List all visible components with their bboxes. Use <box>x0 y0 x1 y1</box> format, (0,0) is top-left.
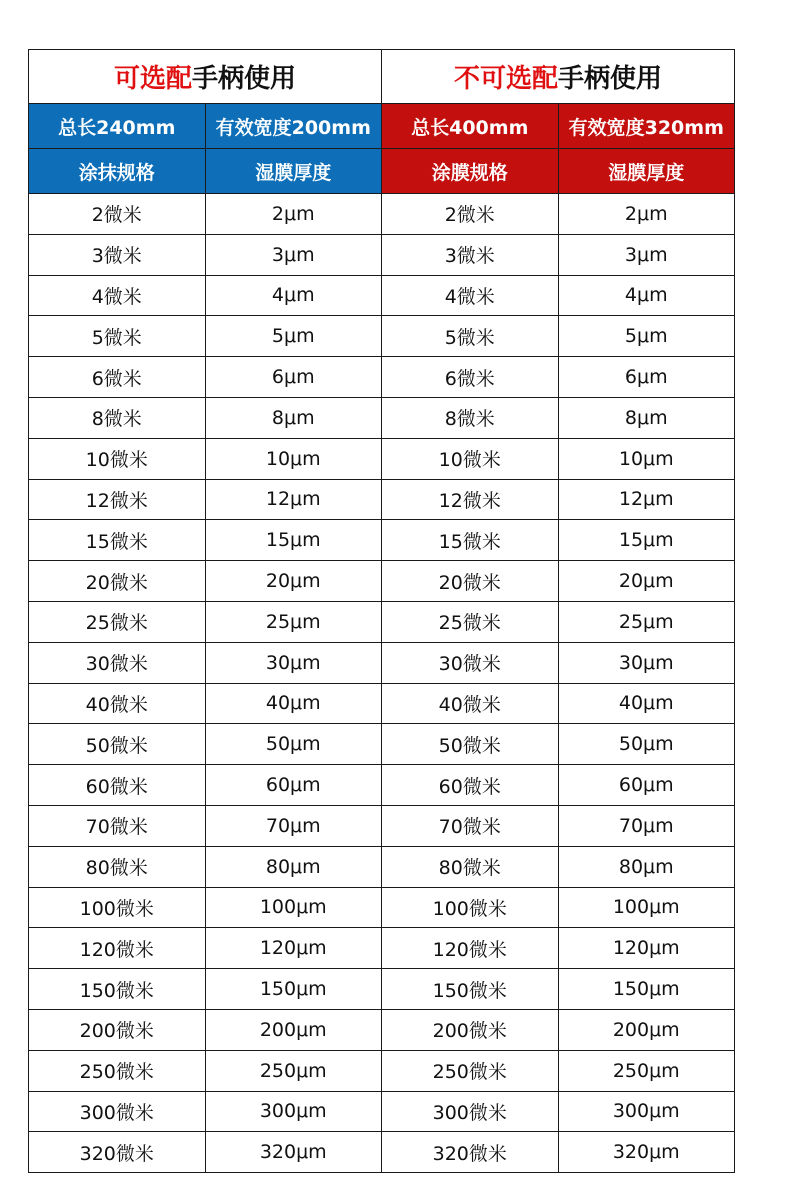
table-row <box>29 194 735 235</box>
right-spec-cell: 150微米 <box>382 969 559 1010</box>
right-thickness-cell: 150μm <box>558 969 735 1010</box>
left-thickness-cell: 150μm <box>205 969 382 1010</box>
right-thickness-cell: 20μm <box>558 561 735 602</box>
right-spec-cell: 70微米 <box>382 805 559 846</box>
left-spec-cell: 12微米 <box>29 479 206 520</box>
table-row <box>29 887 735 928</box>
left-width-cell: 有效宽度200mm <box>205 104 382 149</box>
right-thickness-cell: 250μm <box>558 1050 735 1091</box>
left-thickness-cell: 12μm <box>205 479 382 520</box>
left-thickness-cell: 5μm <box>205 316 382 357</box>
right-thickness-cell: 4μm <box>558 275 735 316</box>
table-row <box>29 357 735 398</box>
table-row <box>29 928 735 969</box>
column-header-row <box>29 149 735 194</box>
left-thickness-cell: 15μm <box>205 520 382 561</box>
right-thickness-header: 湿膜厚度 <box>558 149 735 194</box>
left-thickness-cell: 6μm <box>205 357 382 398</box>
right-spec-cell: 5微米 <box>382 316 559 357</box>
right-spec-cell: 80微米 <box>382 846 559 887</box>
left-spec-cell: 250微米 <box>29 1050 206 1091</box>
right-spec-cell: 15微米 <box>382 520 559 561</box>
right-spec-cell: 30微米 <box>382 642 559 683</box>
right-thickness-cell: 25μm <box>558 601 735 642</box>
left-spec-cell: 25微米 <box>29 601 206 642</box>
left-thickness-cell: 80μm <box>205 846 382 887</box>
spec-rows <box>29 194 735 1173</box>
left-thickness-cell: 2μm <box>205 194 382 235</box>
left-thickness-cell: 8μm <box>205 397 382 438</box>
right-thickness-cell: 50μm <box>558 724 735 765</box>
table-row <box>29 520 735 561</box>
left-spec-cell: 320微米 <box>29 1132 206 1173</box>
right-spec-cell: 6微米 <box>382 357 559 398</box>
left-thickness-cell: 60μm <box>205 765 382 806</box>
right-spec-cell: 3微米 <box>382 234 559 275</box>
right-spec-cell: 25微米 <box>382 601 559 642</box>
left-thickness-cell: 4μm <box>205 275 382 316</box>
left-spec-cell: 20微米 <box>29 561 206 602</box>
right-spec-cell: 4微米 <box>382 275 559 316</box>
table-row <box>29 601 735 642</box>
right-spec-cell: 50微米 <box>382 724 559 765</box>
left-spec-cell: 8微米 <box>29 397 206 438</box>
table-row <box>29 561 735 602</box>
table-row <box>29 234 735 275</box>
right-spec-cell: 100微米 <box>382 887 559 928</box>
left-title-rest: 手柄使用 <box>192 64 297 94</box>
left-spec-cell: 80微米 <box>29 846 206 887</box>
right-spec-cell: 2微米 <box>382 194 559 235</box>
right-spec-cell: 40微米 <box>382 683 559 724</box>
table-row <box>29 1091 735 1132</box>
right-thickness-cell: 12μm <box>558 479 735 520</box>
left-thickness-cell: 30μm <box>205 642 382 683</box>
left-spec-cell: 60微米 <box>29 765 206 806</box>
spec-sheet <box>28 49 734 1173</box>
table-row <box>29 275 735 316</box>
right-thickness-cell: 80μm <box>558 846 735 887</box>
right-spec-cell: 12微米 <box>382 479 559 520</box>
table-row <box>29 316 735 357</box>
left-thickness-cell: 3μm <box>205 234 382 275</box>
table-row <box>29 805 735 846</box>
table-row <box>29 1009 735 1050</box>
right-length-cell: 总长400mm <box>382 104 559 149</box>
left-spec-cell: 50微米 <box>29 724 206 765</box>
right-spec-cell: 320微米 <box>382 1132 559 1173</box>
left-title <box>29 50 382 104</box>
right-thickness-cell: 10μm <box>558 438 735 479</box>
table-row <box>29 1132 735 1173</box>
spec-table <box>28 49 735 1173</box>
right-spec-cell: 200微米 <box>382 1009 559 1050</box>
right-thickness-cell: 40μm <box>558 683 735 724</box>
table-row <box>29 969 735 1010</box>
left-spec-cell: 10微米 <box>29 438 206 479</box>
left-spec-cell: 40微米 <box>29 683 206 724</box>
left-spec-cell: 6微米 <box>29 357 206 398</box>
table-row <box>29 1050 735 1091</box>
right-title-accent: 不可选配 <box>453 64 558 94</box>
right-thickness-cell: 6μm <box>558 357 735 398</box>
left-thickness-cell: 20μm <box>205 561 382 602</box>
left-spec-cell: 120微米 <box>29 928 206 969</box>
right-spec-cell: 300微米 <box>382 1091 559 1132</box>
left-thickness-cell: 120μm <box>205 928 382 969</box>
left-thickness-cell: 320μm <box>205 1132 382 1173</box>
left-spec-cell: 5微米 <box>29 316 206 357</box>
left-title-accent: 可选配 <box>113 64 192 94</box>
right-width-cell: 有效宽度320mm <box>558 104 735 149</box>
left-spec-cell: 4微米 <box>29 275 206 316</box>
table-row <box>29 724 735 765</box>
table-row <box>29 397 735 438</box>
left-thickness-cell: 50μm <box>205 724 382 765</box>
right-thickness-cell: 3μm <box>558 234 735 275</box>
right-spec-cell: 10微米 <box>382 438 559 479</box>
right-title-rest: 手柄使用 <box>558 64 663 94</box>
left-spec-cell: 100微米 <box>29 887 206 928</box>
left-spec-cell: 150微米 <box>29 969 206 1010</box>
right-spec-cell: 120微米 <box>382 928 559 969</box>
right-spec-header: 涂膜规格 <box>382 149 559 194</box>
right-thickness-cell: 100μm <box>558 887 735 928</box>
right-spec-cell: 8微米 <box>382 397 559 438</box>
right-thickness-cell: 120μm <box>558 928 735 969</box>
right-spec-cell: 250微米 <box>382 1050 559 1091</box>
table-row <box>29 438 735 479</box>
left-thickness-cell: 250μm <box>205 1050 382 1091</box>
left-spec-cell: 2微米 <box>29 194 206 235</box>
table-row <box>29 765 735 806</box>
left-thickness-cell: 70μm <box>205 805 382 846</box>
right-thickness-cell: 300μm <box>558 1091 735 1132</box>
table-row <box>29 642 735 683</box>
left-spec-header: 涂抹规格 <box>29 149 206 194</box>
left-thickness-cell: 200μm <box>205 1009 382 1050</box>
right-thickness-cell: 60μm <box>558 765 735 806</box>
right-thickness-cell: 30μm <box>558 642 735 683</box>
left-thickness-cell: 300μm <box>205 1091 382 1132</box>
right-title <box>382 50 735 104</box>
table-row <box>29 846 735 887</box>
left-spec-cell: 3微米 <box>29 234 206 275</box>
right-spec-cell: 60微米 <box>382 765 559 806</box>
left-thickness-cell: 100μm <box>205 887 382 928</box>
right-thickness-cell: 5μm <box>558 316 735 357</box>
left-thickness-cell: 40μm <box>205 683 382 724</box>
right-thickness-cell: 2μm <box>558 194 735 235</box>
title-row <box>29 50 735 104</box>
left-thickness-header: 湿膜厚度 <box>205 149 382 194</box>
left-spec-cell: 300微米 <box>29 1091 206 1132</box>
left-spec-cell: 70微米 <box>29 805 206 846</box>
left-spec-cell: 15微米 <box>29 520 206 561</box>
table-row <box>29 683 735 724</box>
left-length-cell: 总长240mm <box>29 104 206 149</box>
left-thickness-cell: 10μm <box>205 438 382 479</box>
table-row <box>29 479 735 520</box>
right-thickness-cell: 70μm <box>558 805 735 846</box>
dimension-row <box>29 104 735 149</box>
left-spec-cell: 30微米 <box>29 642 206 683</box>
right-spec-cell: 20微米 <box>382 561 559 602</box>
right-thickness-cell: 8μm <box>558 397 735 438</box>
left-spec-cell: 200微米 <box>29 1009 206 1050</box>
right-thickness-cell: 15μm <box>558 520 735 561</box>
right-thickness-cell: 200μm <box>558 1009 735 1050</box>
right-thickness-cell: 320μm <box>558 1132 735 1173</box>
left-thickness-cell: 25μm <box>205 601 382 642</box>
